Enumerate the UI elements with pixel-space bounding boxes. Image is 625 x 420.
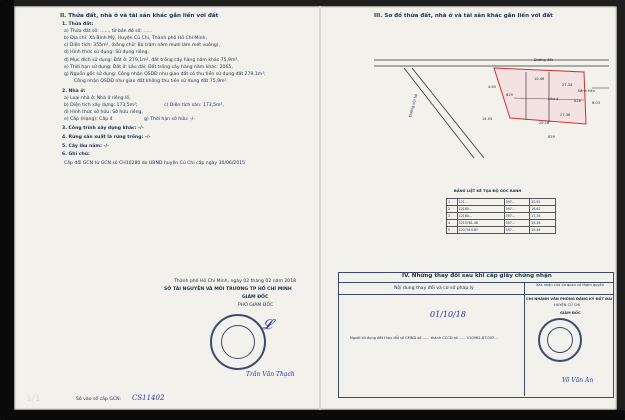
branch-director: GIÁM ĐỐC <box>560 311 581 315</box>
plot-number: a) Thửa đất số: ......, tờ bản đồ số: ...... <box>64 29 153 34</box>
perennial-trees: 5. Cây lâu năm: -/- <box>62 144 110 149</box>
dim-1: 10.46 <box>534 77 545 81</box>
land-diagram <box>344 28 614 168</box>
branch-office: CHI NHÁNH VĂN PHÒNG ĐĂNG KÝ ĐẤT ĐAI <box>526 297 613 301</box>
section-3-title: III. Sơ đồ thửa đất, nhà ở và tài sản khác gắn liền với đất <box>374 13 553 19</box>
coords-table-title: BẢNG LIỆT KÊ TỌA ĐỘ GÓC RANH <box>454 189 522 193</box>
table-row: 1 121... 597... 22.92 <box>447 199 556 206</box>
notes-heading: 6. Ghi chú: <box>62 152 90 157</box>
page-indicator-button[interactable]: 1/1 <box>26 394 41 404</box>
dim-5: 29.18 <box>539 121 550 125</box>
certificate-page <box>14 6 617 410</box>
land-plot-heading: 1. Thửa đất: <box>62 22 94 27</box>
change-date: 01/10/18 <box>430 310 466 319</box>
signer-name: Trần Văn Thạch <box>246 371 295 378</box>
coords-table <box>446 198 556 234</box>
table-row: 4 1210781.48 597... 29.18 <box>447 220 556 227</box>
authority: SỞ TÀI NGUYÊN VÀ MÔI TRƯỜNG TP HỒ CHÍ MINH <box>164 287 292 292</box>
house-ownership: d) Hình thức sở hữu: Sở hữu riêng, <box>64 110 143 115</box>
registry-value: CS11402 <box>132 394 165 402</box>
dim-7: 4.65 <box>488 85 497 89</box>
area: c) Diện tích: 355m², (bằng chữ: Ba trăm năm mươi lăm mét vuông), <box>64 43 221 48</box>
house-type: a) Loại nhà ở: Nhà ở riêng lẻ, <box>64 96 131 101</box>
use-origin-2: Công nhận QSDĐ như giao đất không thu tiền sử dụng đất 75,9m². <box>74 79 228 84</box>
signer2-name: Võ Văn An <box>562 377 594 384</box>
table-row: 5 1207414.87 597... 15.49 <box>447 227 556 234</box>
dim-4: 27.36 <box>560 113 571 117</box>
role-deputy: PHÓ GIÁM ĐỐC <box>238 303 274 308</box>
road-internal-label: Đường nội bộ <box>408 93 419 118</box>
photo-border-left <box>0 0 14 420</box>
photo-border-bottom <box>0 410 625 420</box>
dim-6: 14.05 <box>482 117 493 121</box>
house-heading: 2. Nhà ở: <box>62 89 86 94</box>
signature-scribble: 𝓛 <box>262 317 273 333</box>
planted-forest: 4. Rừng sản xuất là rừng trồng: -/- <box>62 135 151 140</box>
plot-829: 829 <box>506 93 513 97</box>
branch-district: HUYỆN CỦ CHI <box>554 303 581 307</box>
section-2-title: II. Thửa đất, nhà ở và tài sản khác gắn liền với đất <box>60 13 219 19</box>
use-form: d) Hình thức sử dụng: Sử dụng riêng, <box>64 50 149 55</box>
table-row: 3 12160... 597... 27.34 <box>447 213 556 220</box>
other-works: 3. Công trình xây dựng khác: -/- <box>62 126 144 131</box>
official-seal-left <box>210 314 266 370</box>
col-confirmation: Xác nhận của cơ quan có thẩm quyền <box>535 283 605 287</box>
registry-label: Số vào sổ cấp GCN: <box>76 397 122 402</box>
col-change-content: Nội dung thay đổi và cơ sở pháp lý <box>394 286 474 291</box>
road-top-label: Đường đất <box>534 58 553 62</box>
plot-828: 828 <box>574 99 581 103</box>
place-date: Thành phố Hồ Chí Minh, ngày 02 tháng 02 năm 2018 <box>174 279 297 284</box>
section-4-title: IV. Những thay đổi sau khi cấp giấy chứng nhận <box>402 273 552 279</box>
role-director: GIÁM ĐỐC <box>242 295 269 300</box>
official-seal-right <box>538 318 582 362</box>
page-fold <box>319 6 321 410</box>
house-term: g) Thời hạn sở hữu: -/- <box>144 117 195 122</box>
plot-839: 839 <box>548 135 555 139</box>
house-build-area: b) Diện tích xây dựng: 173,5m²; <box>64 103 138 108</box>
notes-text: Cấp đổi GCN từ GCN số CH10280 do UBND huyện Củ Chi cấp ngày 30/06/2015 <box>64 161 246 166</box>
change-text: Người sử dụng đất thay đổi số CMND số ...... thành CCCD số ...... 010962.DT.007... <box>350 336 498 340</box>
use-origin: g) Nguồn gốc sử dụng: Công nhận QSDĐ như giao đất có thu tiền sử dụng đất 279,1m²; <box>64 72 266 77</box>
dim-2: 27.34 <box>562 83 573 87</box>
table-row: 2 12160... 597... 16.61 <box>447 206 556 213</box>
address: b) Địa chỉ: Xã Bình Mỹ, Huyện Củ Chi, Thành phố Hồ Chí Minh, <box>64 36 207 41</box>
use-term: e) Thời hạn sử dụng: Đất ở: Lâu dài; Đất trồng cây hàng năm khác: 2065, <box>64 65 233 70</box>
canal-label: Kênh tiêu <box>578 89 595 93</box>
plot-house: Nhà ở <box>548 97 559 101</box>
house-grade: e) Cấp (Hạng): Cấp 4 <box>64 117 113 122</box>
dim-3: 6.03 <box>592 101 601 105</box>
house-floor-area: c) Diện tích sàn: 173,5m², <box>164 103 224 108</box>
use-purpose: đ) Mục đích sử dụng: Đất ở: 279,1m², đất trồng cây hàng năm khác 75,9m², <box>64 58 239 63</box>
